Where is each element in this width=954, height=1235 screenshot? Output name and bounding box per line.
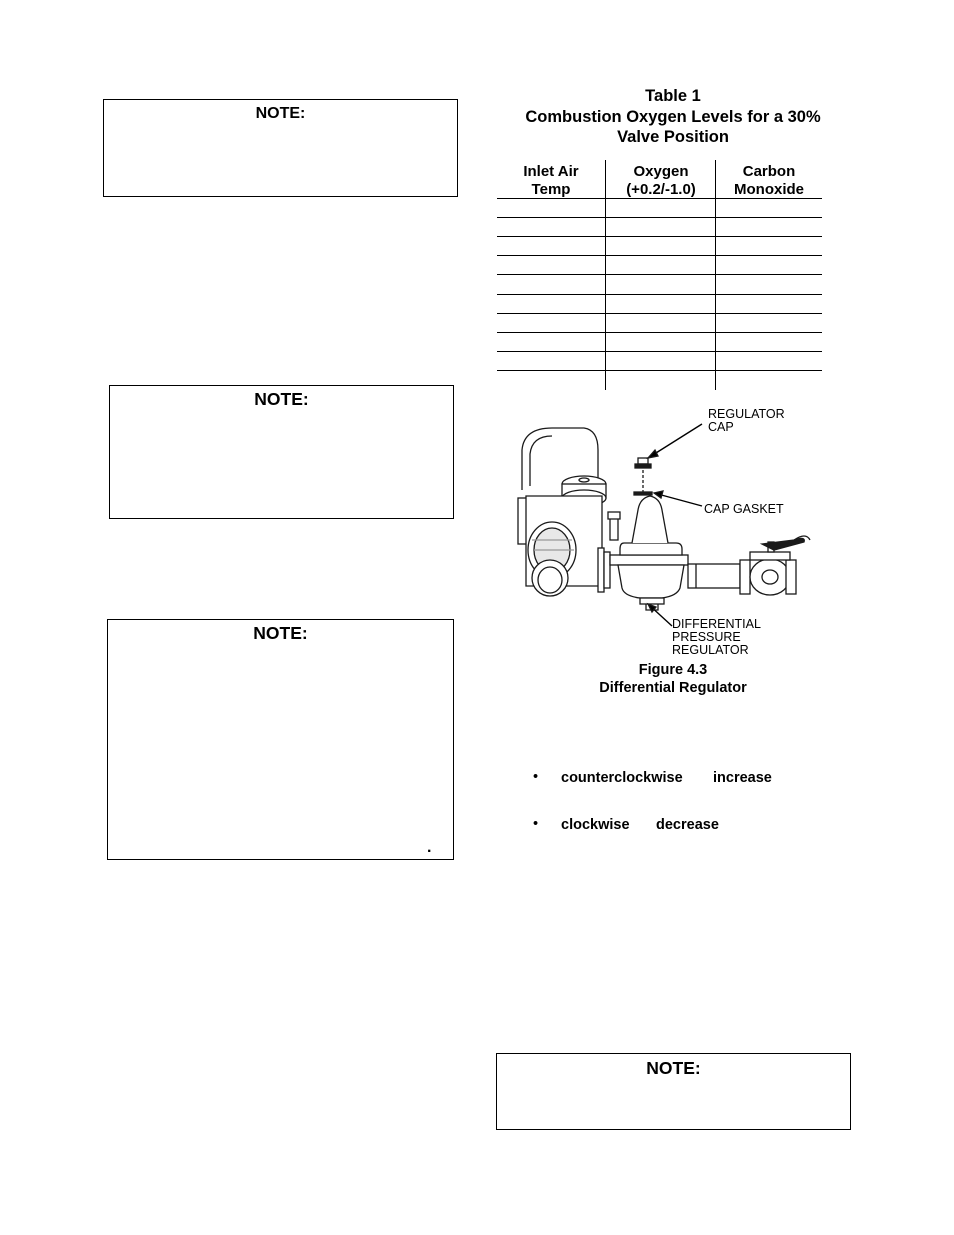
table-row-line <box>497 198 822 199</box>
note-title: NOTE: <box>255 105 306 122</box>
figure-caption <box>498 661 848 697</box>
note-title: NOTE: <box>253 623 308 643</box>
table-row-line <box>497 236 822 237</box>
regulator-assembly-drawing <box>512 400 832 648</box>
table-row-line <box>497 217 822 218</box>
table-row-line <box>497 294 822 295</box>
column-divider <box>605 160 606 390</box>
table-number: Table 1 <box>645 87 701 105</box>
note-box-2 <box>109 385 454 519</box>
table-row-line <box>497 332 822 333</box>
bullet-dot: • <box>533 769 539 785</box>
label-cap-gasket: CAP GASKET <box>704 502 784 516</box>
bullet-dot: • <box>533 816 539 832</box>
column-divider <box>715 160 716 390</box>
table-row-line <box>497 313 822 314</box>
note-title: NOTE: <box>254 389 309 409</box>
note-title: NOTE: <box>646 1058 701 1078</box>
note-box-4 <box>496 1053 851 1130</box>
table-title <box>498 86 848 148</box>
label-regulator-cap: REGULATOR CAP <box>708 407 785 434</box>
column-header-oxygen: Oxygen (+0.2/-1.0) <box>626 163 696 198</box>
note-period: . <box>427 839 432 856</box>
table-row-line <box>497 351 822 352</box>
figure-title: Differential Regulator <box>599 680 747 696</box>
differential-regulator-figure <box>512 400 832 657</box>
column-header-inlet-air-temp: Inlet Air Temp <box>523 163 579 198</box>
bullet-effect: increase <box>713 770 772 786</box>
note-box-3 <box>107 619 454 860</box>
figure-number: Figure 4.3 <box>638 662 708 678</box>
note-box-1 <box>103 99 458 197</box>
bullet-direction: clockwise <box>561 817 630 833</box>
bullet-effect: decrease <box>656 817 719 833</box>
table-row-line <box>497 274 822 275</box>
table-row-line <box>497 370 822 371</box>
table-caption-line2: Valve Position <box>617 128 729 146</box>
table-caption-line1: Combustion Oxygen Levels for a 30% <box>525 107 821 126</box>
column-header-carbon-monoxide: Carbon Monoxide <box>734 163 804 198</box>
oxygen-levels-table <box>497 160 822 390</box>
table-row-line <box>497 255 822 256</box>
label-differential-pressure-regulator: DIFFERENTIAL PRESSURE REGULATOR <box>672 617 761 657</box>
bullet-direction: counterclockwise <box>561 770 683 786</box>
